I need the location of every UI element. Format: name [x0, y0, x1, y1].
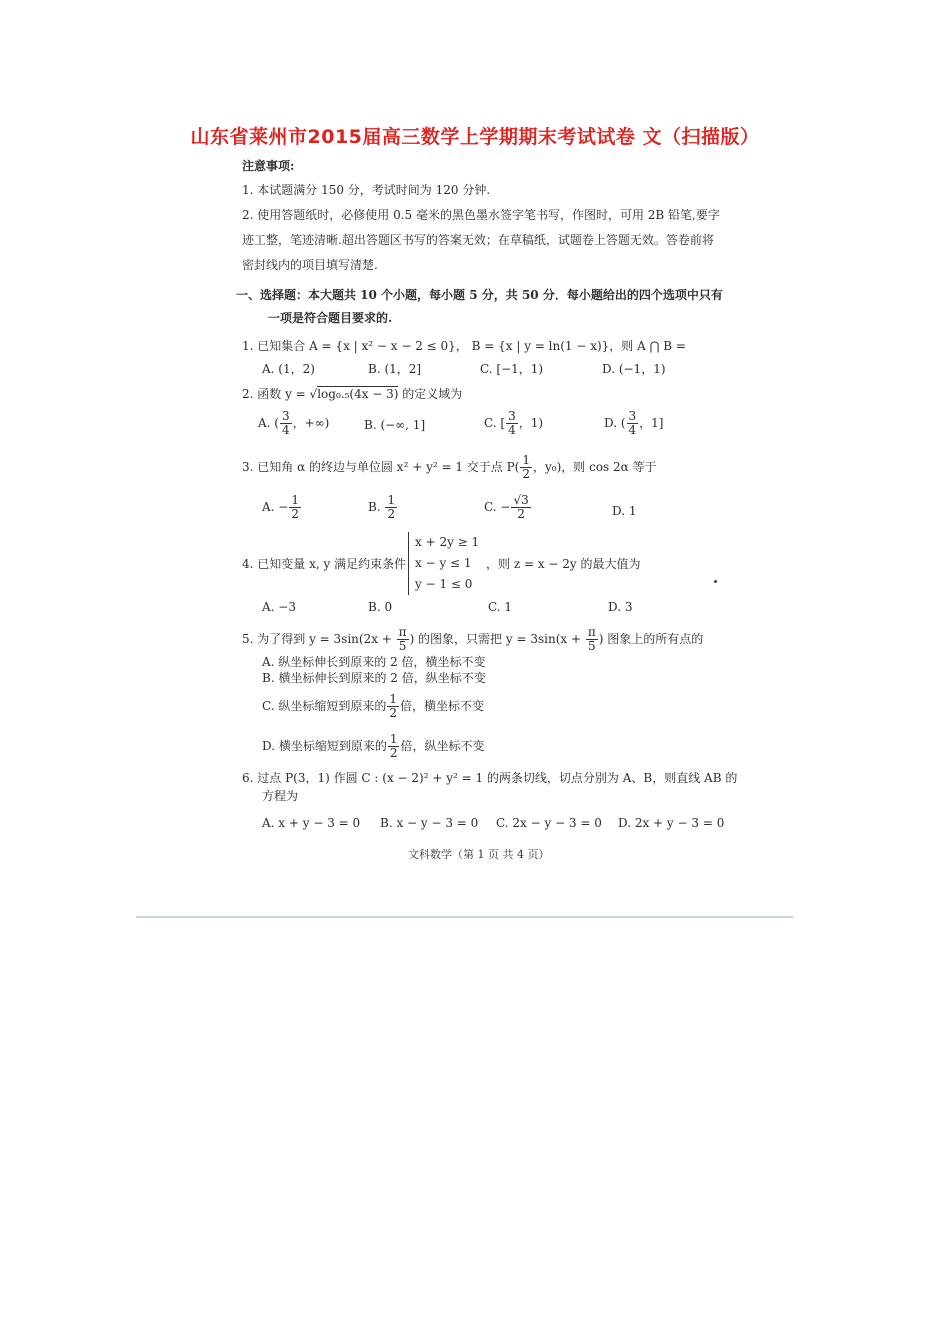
q3-option-a	[262, 494, 302, 521]
q2-c-fraction	[506, 410, 518, 437]
q1-stem: 1. 已知集合 A = {x | x² − x − 2 ≤ 0}， B = {x | y = ln(1 − x)}，则 A ⋂ B =	[242, 339, 686, 353]
q2-radicand: log₀.₅(4x − 3)	[317, 387, 399, 401]
scanned-exam-page	[228, 152, 748, 872]
q5-pi-fraction-2	[586, 626, 598, 653]
q3-b-num: 1	[387, 493, 396, 507]
q2-a-den: 4	[281, 423, 290, 437]
q5-stem-pre: 5. 为了得到 y = 3sin(2x +	[242, 632, 396, 646]
q2-stem-post: 的定义域为	[398, 387, 463, 401]
q3-stem-post: ，y₀)，则 cos 2α 等于	[533, 460, 657, 474]
q6-option-a: A. x + y − 3 = 0	[262, 816, 361, 830]
q4-constraint-system	[408, 532, 479, 595]
q4-constraint-1: x + 2y ≥ 1	[415, 535, 480, 549]
notice-line-4: 密封线内的项目填写清楚.	[242, 258, 378, 272]
q5-pi-fraction-1	[397, 626, 409, 653]
q2-stem-pre: 2. 函数 y =	[242, 387, 310, 401]
q6-option-b: B. x − y − 3 = 0	[380, 816, 479, 830]
q3-a-den: 2	[291, 507, 299, 521]
page-footer: 文科数学（第 1 页 共 4 页）	[408, 848, 550, 861]
q5-option-d	[262, 733, 484, 760]
q1-option-a: A. (1，2)	[262, 362, 315, 376]
q6-option-c: C. 2x − y − 3 = 0	[496, 816, 602, 830]
q5-stem-mid: ) 的图象，只需把 y = 3sin(x +	[409, 632, 585, 646]
notice-line-3: 迹工整，笔迹清晰.超出答题区书写的答案无效；在草稿纸，试题卷上答题无效。答卷前将	[242, 233, 714, 247]
q5-c-post: 倍，横坐标不变	[400, 699, 485, 713]
q4-constraint-3: y − 1 ≤ 0	[415, 577, 473, 591]
q2-c-den: 4	[508, 423, 516, 437]
q5-d-den: 2	[389, 746, 398, 760]
q5-option-b: B. 横坐标伸长到原来的 2 倍，纵坐标不变	[262, 671, 486, 685]
q4-option-a: A. −3	[262, 600, 296, 614]
q5-option-a: A. 纵坐标伸长到原来的 2 倍，横坐标不变	[262, 655, 486, 669]
q2-d-fraction	[627, 410, 639, 437]
q6-stem-line-1: 6. 过点 P(3，1) 作圆 C : (x − 2)² + y² = 1 的两条切线，切点分别为 A、B，则直线 AB 的	[242, 771, 738, 785]
q4-constraint-2: x − y ≤ 1	[415, 556, 472, 570]
q5-d-num: 1	[389, 732, 398, 746]
q2-c-post: ，1)	[518, 416, 544, 430]
q3-stem-num: 1	[522, 453, 531, 467]
q6-stem-line-2: 方程为	[262, 789, 299, 803]
q3-a-pre: A. −	[262, 500, 289, 514]
q3-b-pre: B.	[368, 500, 385, 514]
q2-stem	[242, 386, 462, 402]
q3-b-fraction	[385, 494, 397, 521]
q3-c-fraction	[511, 494, 530, 521]
q2-d-pre: D. (	[604, 416, 626, 430]
q3-stem-den: 2	[522, 467, 531, 481]
q4-option-c: C. 1	[488, 600, 513, 614]
notice-line-1: 1. 本试题满分 150 分，考试时间为 120 分钟.	[242, 183, 491, 197]
q5-pi-num-2: π	[587, 625, 596, 639]
q3-c-den: 2	[517, 507, 525, 521]
scan-speck	[714, 580, 717, 583]
q1-option-b: B. (1，2]	[368, 362, 422, 376]
q2-option-b: B. (−∞, 1]	[364, 418, 426, 432]
q4-option-b: B. 0	[368, 600, 393, 614]
q2-option-c	[484, 410, 543, 437]
q5-pi-den-2: 5	[587, 639, 596, 653]
q4-stem-pre: 4. 已知变量 x, y 满足约束条件	[242, 557, 407, 571]
q6-option-d: D. 2x + y − 3 = 0	[618, 816, 725, 830]
notice-line-2: 2. 使用答题纸时，必修使用 0.5 毫米的黑色墨水签字笔书写，作图时，可用 2B 铅笔,要字	[242, 208, 720, 222]
q3-option-d: D. 1	[612, 504, 637, 518]
q3-b-den: 2	[387, 507, 396, 521]
q3-c-num: √3	[513, 493, 529, 507]
section-heading-line-2: 一项是符合题目要求的.	[268, 311, 393, 325]
q2-radical: √log₀.₅(4x − 3)	[309, 387, 399, 401]
q5-option-c	[262, 693, 484, 720]
q5-stem-post: ) 图象上的所有点的	[598, 632, 704, 646]
q5-c-pre: C. 纵坐标缩短到原来的	[262, 699, 387, 713]
q5-pi-num-1: π	[398, 625, 407, 639]
q5-d-fraction	[388, 733, 400, 760]
q2-option-a	[258, 410, 329, 437]
q1-option-d: D. (−1，1)	[602, 362, 666, 376]
q2-a-post: ，+∞)	[292, 416, 330, 430]
q5-c-den: 2	[389, 706, 398, 720]
q2-a-num: 3	[281, 409, 290, 423]
q5-d-pre: D. 横坐标缩短到原来的	[262, 739, 387, 753]
q5-pi-den-1: 5	[398, 639, 407, 653]
q1-option-c: C. [−1，1)	[480, 362, 544, 376]
q3-option-b	[368, 494, 398, 521]
q4-option-d: D. 3	[608, 600, 633, 614]
document-title: 山东省莱州市2015届高三数学上学期期末考试试卷 文（扫描版）	[190, 126, 760, 148]
notice-heading: 注意事项:	[242, 159, 295, 173]
q2-d-den: 4	[628, 423, 637, 437]
q3-stem	[242, 454, 657, 481]
q5-c-fraction	[387, 693, 399, 720]
q2-d-num: 3	[628, 409, 637, 423]
q5-c-num: 1	[389, 692, 398, 706]
q3-a-num: 1	[291, 493, 299, 507]
page-divider	[136, 916, 793, 918]
q2-c-pre: C. [	[484, 416, 506, 430]
q5-stem	[242, 626, 703, 653]
q3-stem-pre: 3. 已知角 α 的终边与单位圆 x² + y² = 1 交于点 P(	[242, 460, 520, 474]
q3-option-c	[484, 494, 532, 521]
q2-d-post: ，1]	[639, 416, 664, 430]
q2-option-d	[604, 410, 663, 437]
q2-a-pre: A. (	[258, 416, 279, 430]
section-heading-line-1: 一、选择题：本大题共 10 个小题，每小题 5 分，共 50 分．每小题给出的四个选项中只有	[236, 288, 723, 302]
q4-stem-post: ，则 z = x − 2y 的最大值为	[486, 557, 641, 571]
q5-d-post: 倍，纵坐标不变	[400, 739, 485, 753]
q2-c-num: 3	[508, 409, 516, 423]
q2-a-fraction	[280, 410, 292, 437]
q3-a-fraction	[289, 494, 301, 521]
q3-c-pre: C. −	[484, 500, 511, 514]
q3-stem-fraction	[520, 454, 532, 481]
